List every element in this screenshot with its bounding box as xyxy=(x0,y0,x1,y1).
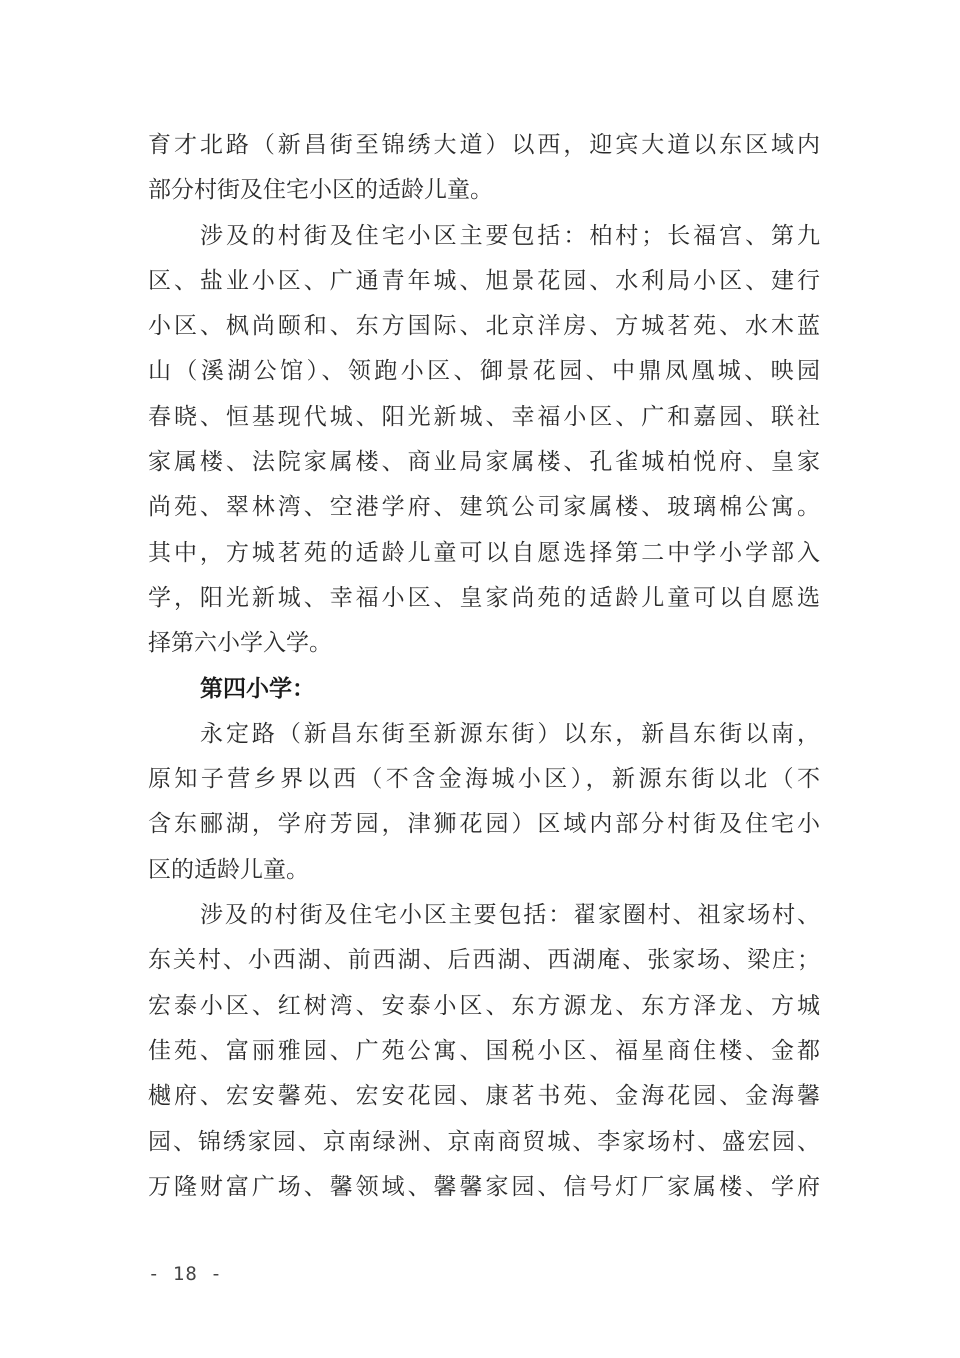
paragraph-region-boundary xyxy=(148,712,820,893)
paragraph-neighborhood-list xyxy=(148,214,820,667)
text-line: 尚苑、翠林湾、空港学府、建筑公司家属楼、玻璃棉公寓。 xyxy=(148,494,820,521)
text-line: 其中，方城茗苑的适龄儿童可以自愿选择第二中学小学部入 xyxy=(148,539,820,566)
section-heading xyxy=(148,667,820,712)
document-body xyxy=(148,123,820,1210)
text-line: 区、盐业小区、广通青年城、旭景花园、水利局小区、建行 xyxy=(148,267,820,294)
text-line: 区的适龄儿童。 xyxy=(148,856,309,883)
text-line: 宏泰小区、红树湾、安泰小区、东方源龙、东方泽龙、方城 xyxy=(148,992,820,1019)
text-line: 山（溪湖公馆）、领跑小区、御景花园、中鼎凤凰城、映园 xyxy=(148,358,820,385)
page-number: - 18 - xyxy=(148,1263,223,1285)
text-line: 涉及的村街及住宅小区主要包括：柏村；长福宫、第九 xyxy=(200,222,820,249)
text-line: 部分村街及住宅小区的适龄儿童。 xyxy=(148,177,493,204)
paragraph-neighborhood-list xyxy=(148,893,820,1210)
text-line: 樾府、宏安馨苑、宏安花园、康茗书苑、金海花园、金海馨 xyxy=(148,1083,820,1110)
text-line: 春晓、恒基现代城、阳光新城、幸福小区、广和嘉园、联社 xyxy=(148,403,820,430)
text-line: 东关村、小西湖、前西湖、后西湖、西湖庵、张家场、梁庄； xyxy=(148,947,820,974)
text-line: 育才北路（新昌街至锦绣大道）以西，迎宾大道以东区域内 xyxy=(148,132,820,158)
text-line: 含东郦湖，学府芳园，津狮花园）区域内部分村街及住宅小 xyxy=(148,811,820,838)
text-line: 原知子营乡界以西（不含金海城小区），新源东街以北（不 xyxy=(148,766,820,793)
text-line: 涉及的村街及住宅小区主要包括：翟家圈村、祖家场村、 xyxy=(200,902,820,929)
text-line: 万隆财富广场、馨领域、馨馨家园、信号灯厂家属楼、学府 xyxy=(148,1173,820,1200)
school-heading: 第四小学： xyxy=(200,675,315,702)
text-line: 小区、枫尚颐和、东方国际、北京洋房、方城茗苑、水木蓝 xyxy=(148,313,820,340)
text-line: 择第六小学入学。 xyxy=(148,630,332,657)
text-line: 佳苑、富丽雅园、广苑公寓、国税小区、福星商住楼、金都 xyxy=(148,1037,820,1064)
paragraph-region-boundary xyxy=(148,123,820,214)
text-line: 园、锦绣家园、京南绿洲、京南商贸城、李家场村、盛宏园、 xyxy=(148,1128,820,1155)
text-line: 家属楼、法院家属楼、商业局家属楼、孔雀城柏悦府、皇家 xyxy=(148,449,820,476)
text-line: 学，阳光新城、幸福小区、皇家尚苑的适龄儿童可以自愿选 xyxy=(148,584,820,611)
text-line: 永定路（新昌东街至新源东街）以东，新昌东街以南， xyxy=(200,720,820,747)
